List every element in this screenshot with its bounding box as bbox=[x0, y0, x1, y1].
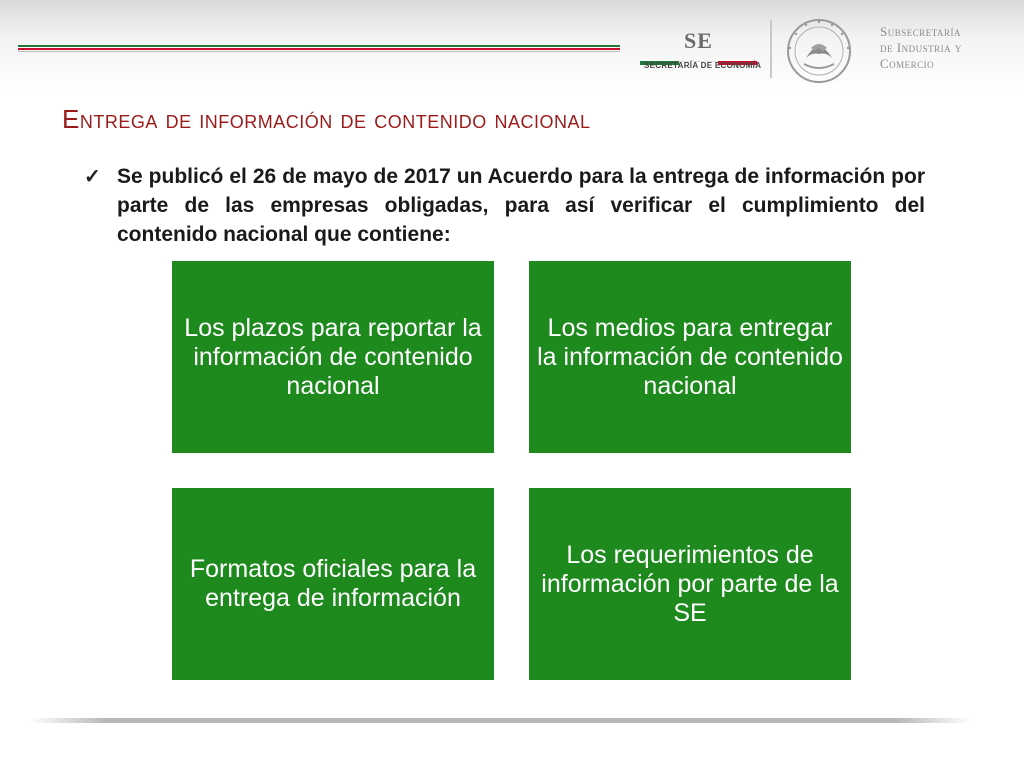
header-divider bbox=[770, 20, 772, 78]
card-plazos bbox=[172, 261, 494, 453]
card-medios bbox=[529, 261, 851, 453]
footer-divider bbox=[30, 718, 972, 723]
header-flag-stripes bbox=[18, 45, 620, 53]
se-logo-subtitle: SECRETARÍA DE ECONOMÍA bbox=[644, 61, 762, 70]
se-logo-flag bbox=[640, 52, 758, 56]
card-plazos-text: Los plazos para reportar la información de contenido nacional bbox=[184, 313, 482, 400]
se-logo-mark: SE bbox=[684, 28, 713, 53]
card-medios-text: Los medios para entregar la información de contenido nacional bbox=[537, 313, 843, 400]
bullet-text: Se publicó el 26 de mayo de 2017 un Acuerdo para la entrega de información por parte de las empresas obligadas, para así verificar el cumplimiento del contenido nacional que contiene: bbox=[117, 165, 925, 246]
slide-title: Entrega de información de contenido nacional bbox=[62, 104, 591, 134]
subsecretaria-line-2: de Industria y bbox=[880, 40, 962, 55]
subsecretaria-line-1: Subsecretaría bbox=[880, 24, 962, 39]
card-formatos bbox=[172, 488, 494, 680]
subsecretaria-line-3: Comercio bbox=[880, 56, 935, 71]
national-seal-icon bbox=[786, 18, 852, 84]
se-logo bbox=[640, 28, 760, 74]
card-requerimientos-text: Los requerimientos de información por parte de la SE bbox=[541, 540, 839, 627]
subsecretaria-name bbox=[880, 24, 962, 72]
card-requerimientos bbox=[529, 488, 851, 680]
card-formatos-text: Formatos oficiales para la entrega de información bbox=[189, 555, 477, 612]
check-icon: ✓ bbox=[84, 166, 101, 188]
